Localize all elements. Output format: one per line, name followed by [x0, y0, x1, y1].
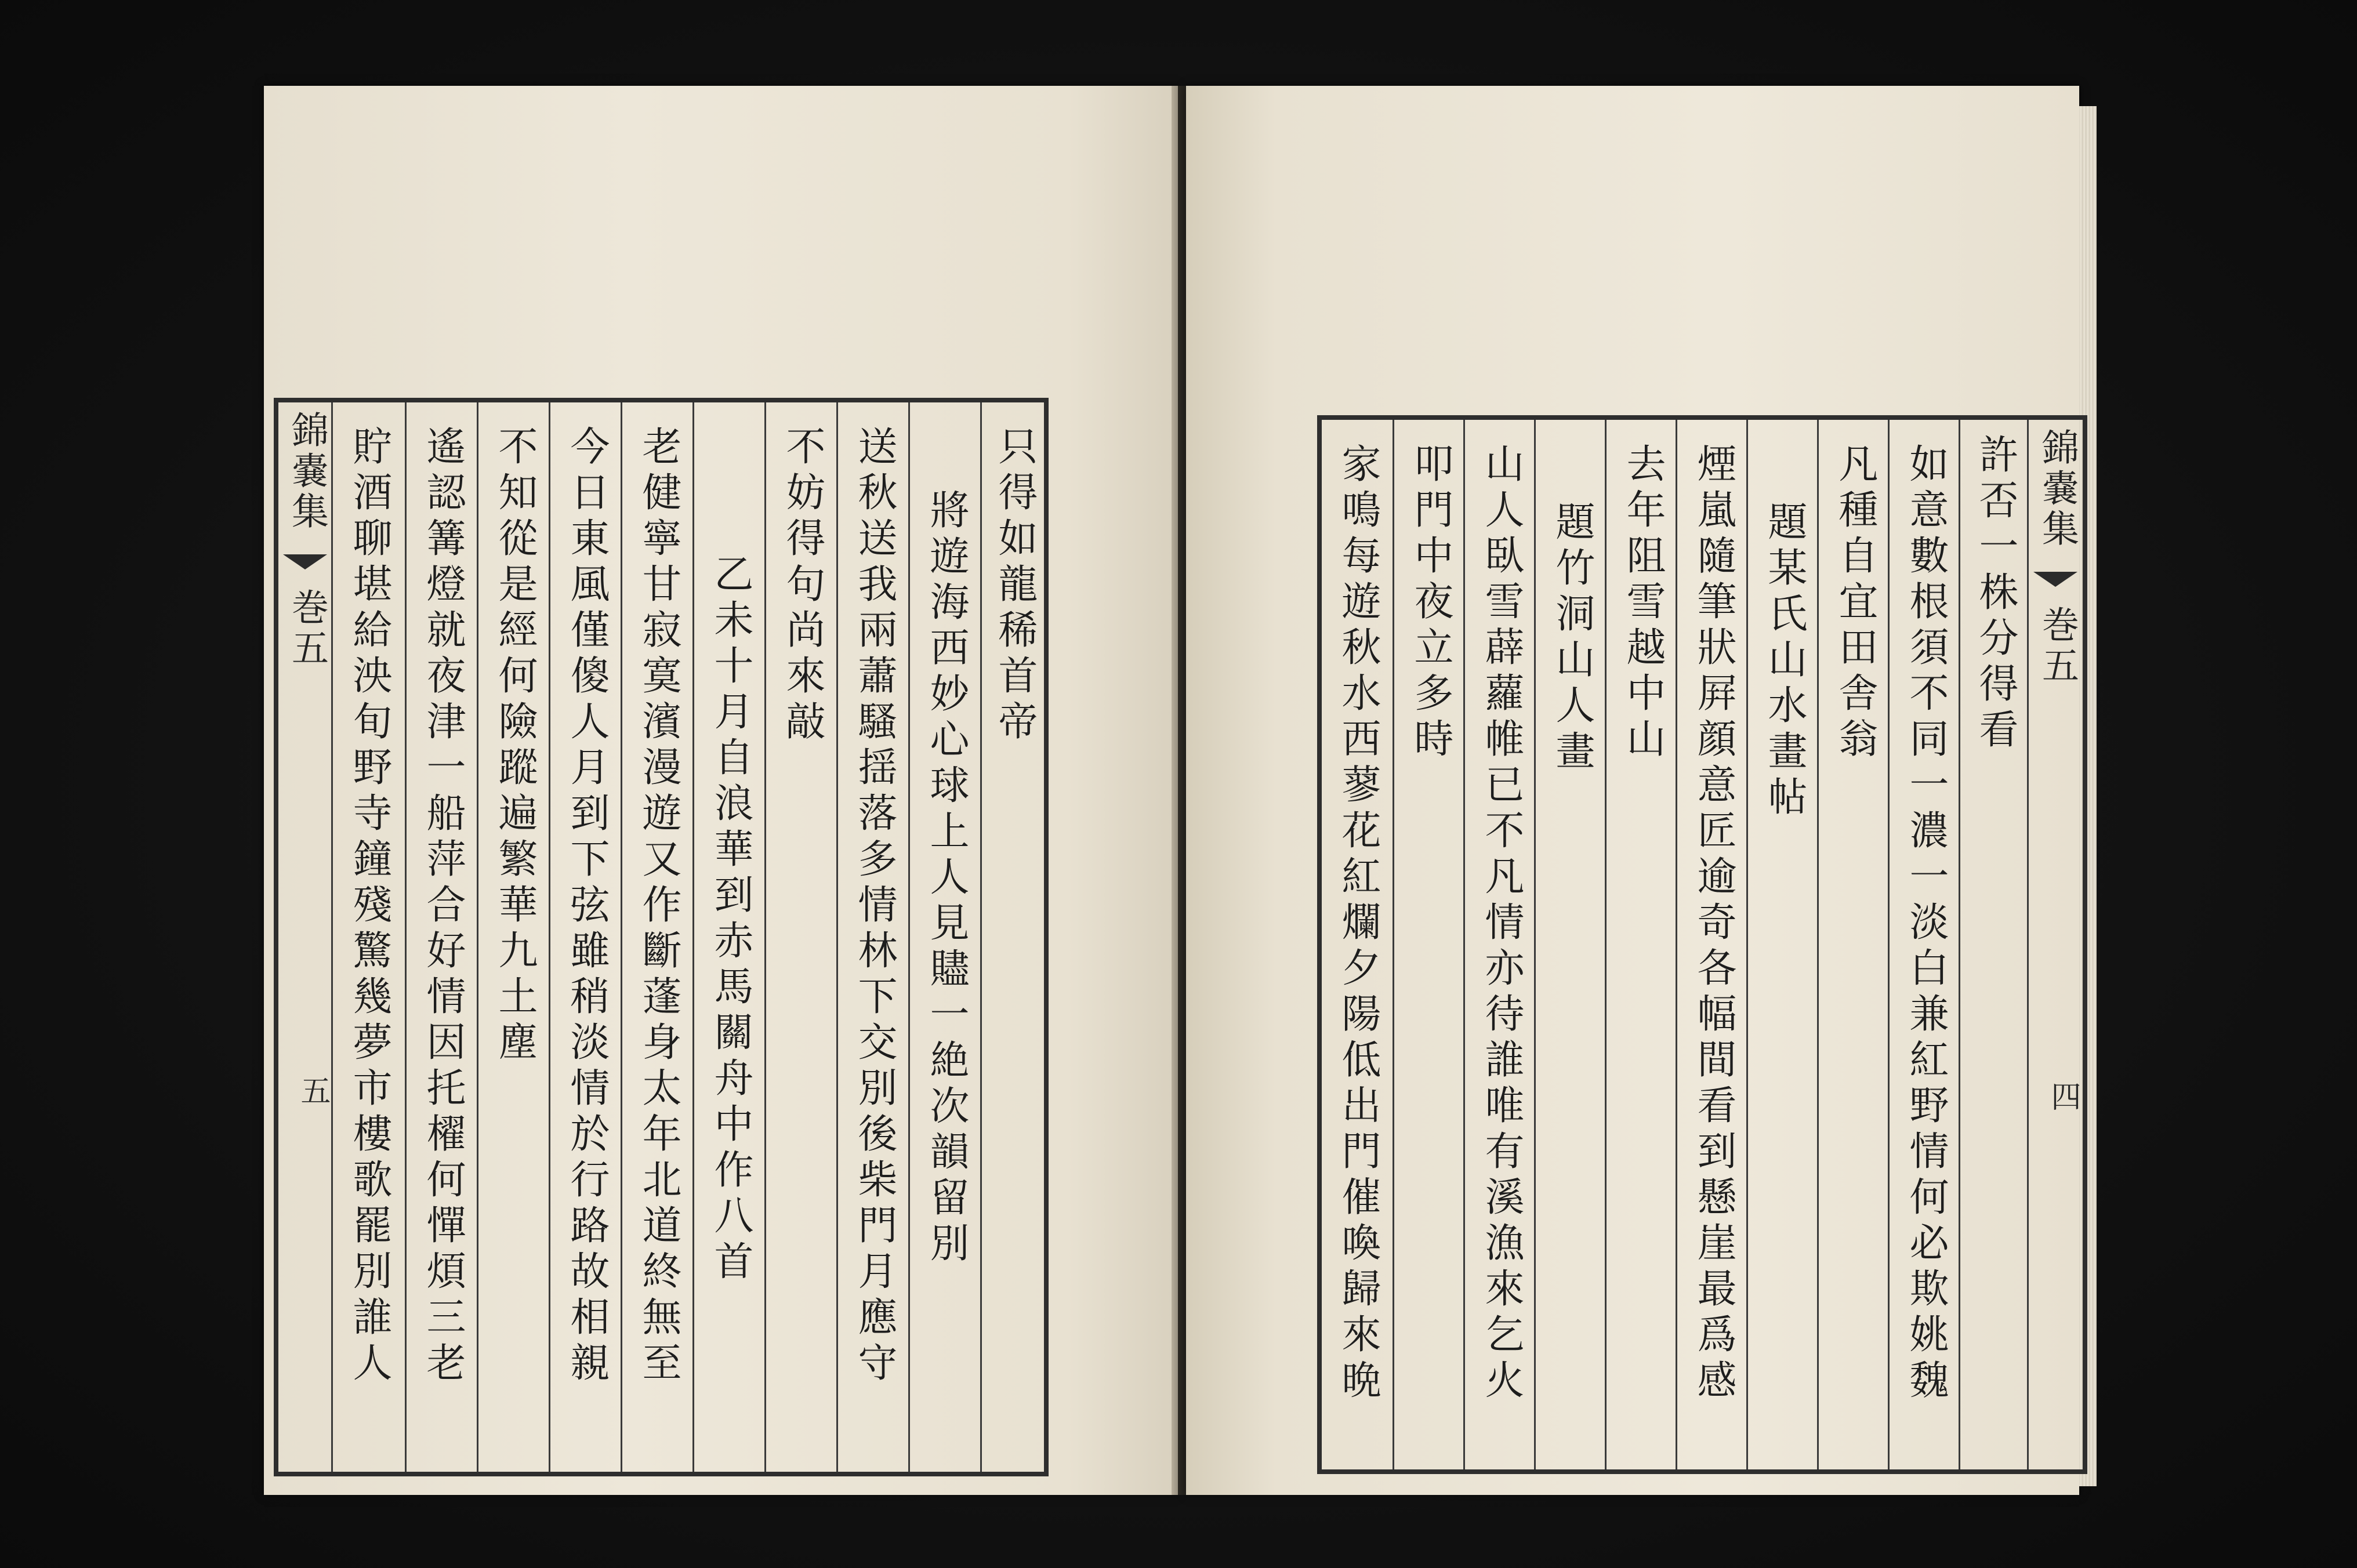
right-column-2 — [1888, 420, 1959, 1469]
left-column-6 — [621, 402, 692, 1472]
right-column-3 — [1817, 420, 1888, 1469]
right-column-9-text: 叩門中夜立多時 — [1408, 443, 1453, 764]
left-column-3 — [836, 402, 908, 1472]
left-column-2-text: 將遊海西妙心球上人見贐一絶次韻留別 — [923, 489, 969, 1268]
right-column-6-text: 去年阻雪越中山 — [1620, 443, 1666, 764]
right-column-1 — [1959, 420, 2027, 1469]
right-column-6 — [1605, 420, 1676, 1469]
right-band-volume: 巻五 — [2036, 605, 2079, 687]
left-column-8-text: 不知從是經何險蹤遍繁華九土塵 — [492, 426, 538, 1067]
left-column-9-text: 遙認篝燈就夜津一船萍合好情因托櫂何憚煩三老 — [420, 426, 466, 1388]
left-column-5-text: 乙未十月自浪華到赤馬關舟中作八首 — [708, 553, 753, 1286]
right-column-4 — [1746, 420, 1817, 1469]
right-column-3-text: 凡種自宜田舎翁 — [1832, 443, 1878, 764]
right-column-5 — [1676, 420, 1746, 1469]
left-column-6-text: 老健寧甘寂寞濱漫遊又作斷蓬身太年北道終無至 — [636, 426, 681, 1388]
right-page-number: 四 — [2046, 1081, 2080, 1111]
right-band-title: 錦嚢集 — [2036, 428, 2079, 550]
left-column-7 — [549, 402, 621, 1472]
left-band-title: 錦嚢集 — [285, 411, 328, 532]
left-column-8 — [477, 402, 549, 1472]
left-column-10 — [333, 402, 405, 1472]
left-column-10-text: 貯酒聊堪給泱旬野寺鐘殘驚幾夢市樓歌罷別誰人 — [346, 426, 392, 1388]
left-page-number: 五 — [295, 1075, 330, 1105]
right-column-1-text: 許否一株分得看 — [1972, 434, 2018, 754]
right-column-10-text: 家鳴每遊秋水西蓼花紅爛夕陽低出門催喚歸來晩 — [1335, 443, 1381, 1405]
right-column-5-text: 煙嵐隨筆狀屛顔意匠逾奇各幅間看到懸崖最爲感 — [1691, 443, 1736, 1405]
left-column-3-text: 送秋送我兩蕭騷揺落多情林下交別後柴門月應守 — [851, 426, 897, 1388]
left-column-5 — [692, 402, 764, 1472]
right-column-4-text: 題某氏山水畫帖 — [1761, 501, 1807, 822]
left-column-2 — [908, 402, 980, 1472]
fish-tail-mark — [283, 554, 327, 569]
left-column-9 — [405, 402, 477, 1472]
left-column-4 — [764, 402, 836, 1472]
right-band — [2027, 420, 2083, 1469]
right-column-7 — [1534, 420, 1605, 1469]
left-band-volume: 巻五 — [285, 588, 328, 669]
right-column-8-text: 山人臥雪薜蘿帷已不凡情亦待誰唯有溪漁來乞火 — [1478, 443, 1524, 1405]
left-column-7-text: 今日東風僅傻人月到下弦雖稍淡情於行路故相親 — [564, 426, 610, 1388]
left-column-1 — [980, 402, 1044, 1472]
right-column-9 — [1393, 420, 1463, 1469]
left-column-4-text: 不妨得句尚來敲 — [779, 426, 825, 746]
left-column-1-text: 只得如龍稀首帝 — [992, 426, 1038, 746]
right-column-7-text: 題竹洞山人畫 — [1549, 501, 1595, 776]
fish-tail-mark — [2033, 572, 2077, 587]
left-band — [278, 402, 333, 1472]
right-text-frame — [1317, 415, 2087, 1474]
right-column-2-text: 如意數根須不同一濃一淡白兼紅野情何必欺姚魏 — [1903, 443, 1949, 1405]
right-column-10 — [1322, 420, 1393, 1469]
left-page — [264, 86, 1178, 1495]
left-text-frame — [274, 398, 1049, 1476]
open-book — [264, 86, 2097, 1495]
right-column-8 — [1463, 420, 1534, 1469]
